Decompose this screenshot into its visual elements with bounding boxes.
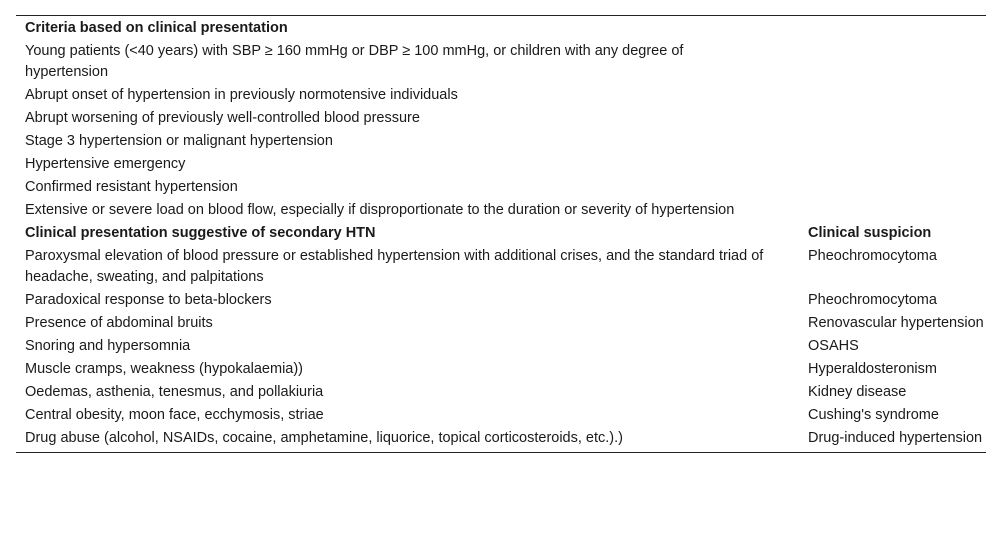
criteria-table-grid: [16, 16, 986, 452]
suspicion-cell: Cushing's syndrome: [808, 407, 939, 423]
suspicion-cell: Pheochromocytoma: [808, 292, 937, 308]
presentation-cell: Drug abuse (alcohol, NSAIDs, cocaine, amphetamine, liquorice, topical corticosteroids, etc.).): [25, 430, 623, 446]
table-row: [16, 312, 986, 335]
criteria-cell: Confirmed resistant hypertension: [25, 179, 238, 195]
table-row: [16, 40, 986, 84]
table-row: [16, 381, 986, 404]
criteria-cell: Stage 3 hypertension or malignant hypertension: [25, 133, 333, 149]
section2-header: Clinical presentation suggestive of secondary HTN: [25, 225, 376, 241]
section2-header-row: [16, 222, 986, 245]
table-row: [16, 289, 986, 312]
table-row: [16, 335, 986, 358]
table-row: [16, 107, 986, 130]
section1-header-right: [799, 16, 986, 40]
table-row: [16, 427, 986, 452]
suspicion-cell: Drug-induced hypertension: [808, 430, 983, 446]
presentation-cell: Snoring and hypersomnia: [25, 338, 191, 354]
table-row: [16, 153, 986, 176]
criteria-cell: Extensive or severe load on blood flow, especially if disproportionate to the duration or severity of hypertension: [25, 202, 735, 218]
presentation-cell: Paroxysmal elevation of blood pressure or established hypertension with additional crises, and the standard triad of headache, sweating, and palpitations: [25, 248, 764, 285]
suspicion-cell: Hyperaldosteronism: [808, 361, 937, 377]
table-row: [16, 84, 986, 107]
criteria-table: [16, 15, 986, 453]
presentation-cell: Oedemas, asthenia, tenesmus, and pollakiuria: [25, 384, 324, 400]
presentation-cell: Central obesity, moon face, ecchymosis, striae: [25, 407, 324, 423]
presentation-cell: Presence of abdominal bruits: [25, 315, 213, 331]
table-row: [16, 176, 986, 199]
section1-header-row: [16, 16, 986, 40]
criteria-cell: Abrupt worsening of previously well-controlled blood pressure: [25, 110, 420, 126]
suspicion-cell: Pheochromocytoma: [808, 248, 937, 264]
presentation-cell: Paradoxical response to beta-blockers: [25, 292, 272, 308]
table-row: [16, 199, 986, 222]
table-row: [16, 245, 986, 289]
criteria-cell: Abrupt onset of hypertension in previously normotensive individuals: [25, 87, 458, 103]
criteria-cell: Hypertensive emergency: [25, 156, 186, 172]
criteria-cell: Young patients (<40 years) with SBP ≥ 160 mmHg or DBP ≥ 100 mmHg, or children with any degree of hypertension: [25, 43, 684, 80]
table-row: [16, 130, 986, 153]
suspicion-cell: OSAHS: [808, 338, 859, 354]
presentation-cell: Muscle cramps, weakness (hypokalaemia)): [25, 361, 304, 377]
section1-header: Criteria based on clinical presentation: [25, 20, 288, 36]
section2-header-right: Clinical suspicion: [808, 225, 932, 241]
suspicion-cell: Renovascular hypertension: [808, 315, 984, 331]
table-row: [16, 358, 986, 381]
suspicion-cell: Kidney disease: [808, 384, 907, 400]
table-row: [16, 404, 986, 427]
